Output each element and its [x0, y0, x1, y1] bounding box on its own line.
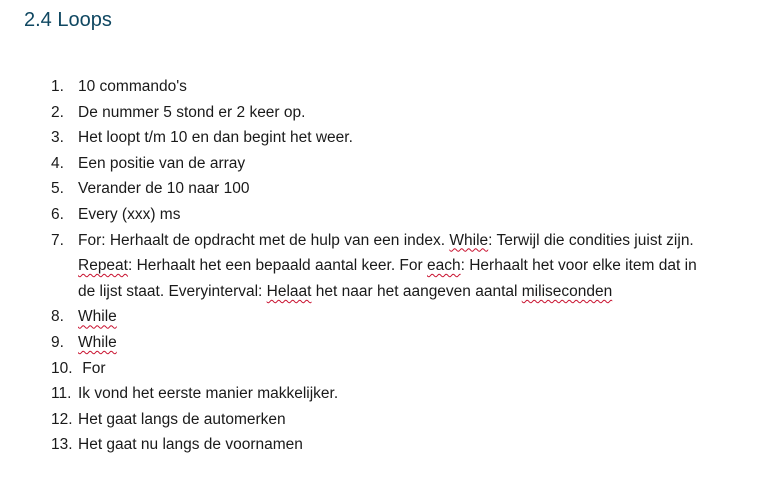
list-item-text: Een positie van de array: [78, 154, 246, 172]
list-item: [0, 407, 718, 433]
list-item-text: Het gaat langs de automerken: [78, 410, 286, 428]
text-segment: het naar het aangeven aantal: [311, 282, 522, 300]
list-item-number: 7.: [51, 231, 64, 249]
list-item: [0, 381, 718, 407]
list-item-number: 12.: [51, 410, 73, 428]
spellcheck-word: While: [449, 231, 489, 249]
list-item-number: 4.: [51, 154, 64, 172]
list-item: [0, 432, 718, 458]
list-item-number: 13.: [51, 436, 73, 454]
text-segment: : Terwijl die condities juist zijn.: [488, 231, 694, 249]
list-item-number: 9.: [51, 333, 64, 351]
list-item-text: Verander de 10 naar 100: [78, 180, 250, 198]
spellcheck-word: While: [78, 333, 117, 351]
list-item: [0, 356, 718, 382]
list-item: [0, 100, 718, 126]
list-item: [0, 151, 718, 177]
list-item: [0, 228, 718, 305]
spellcheck-word: each: [427, 257, 461, 275]
list-item-number: 5.: [51, 180, 64, 198]
list-item: [0, 176, 718, 202]
list-item-text: [78, 334, 117, 351]
spellcheck-word: While: [78, 308, 117, 326]
list-item-number: 8.: [51, 308, 64, 326]
list-item-text: [78, 308, 117, 325]
section-heading: 2.4 Loops: [24, 9, 112, 31]
list-item-text: Het loopt t/m 10 en dan begint het weer.: [78, 129, 353, 147]
list-item-text: Every (xxx) ms: [78, 205, 181, 223]
list-item-text: 10 commando's: [78, 78, 187, 95]
answer-list: [0, 74, 784, 458]
list-item: [0, 330, 718, 356]
list-item: [0, 74, 718, 100]
text-segment: For: Herhaalt de opdracht met de hulp van een index.: [78, 231, 450, 249]
list-item-text: Het gaat nu langs de voornamen: [78, 436, 303, 454]
list-item-text: Ik vond het eerste manier makkelijker.: [78, 385, 339, 403]
text-segment: : Herhaalt het voor elke item dat in de lijst staat. Everyinterval:: [78, 257, 697, 300]
text-segment: : Herhaalt het een bepaald aantal keer. For: [127, 257, 427, 275]
list-item-text: [78, 232, 697, 300]
list-item-text: De nummer 5 stond er 2 keer op.: [78, 103, 306, 121]
list-item-number: 3.: [51, 129, 64, 147]
spellcheck-word: Helaat: [266, 282, 312, 300]
list-item-number: 10.: [51, 359, 73, 377]
list-item-number: 11.: [51, 385, 72, 403]
spellcheck-word: miliseconden: [521, 282, 613, 300]
list-item: [0, 202, 718, 228]
list-item-number: 1.: [51, 78, 64, 95]
list-item-text: For: [78, 359, 106, 377]
list-item: [0, 304, 718, 330]
list-item: [0, 125, 718, 151]
list-item-number: 2.: [51, 103, 64, 121]
list-item-number: 6.: [51, 205, 64, 223]
spellcheck-word: Repeat: [78, 257, 128, 275]
